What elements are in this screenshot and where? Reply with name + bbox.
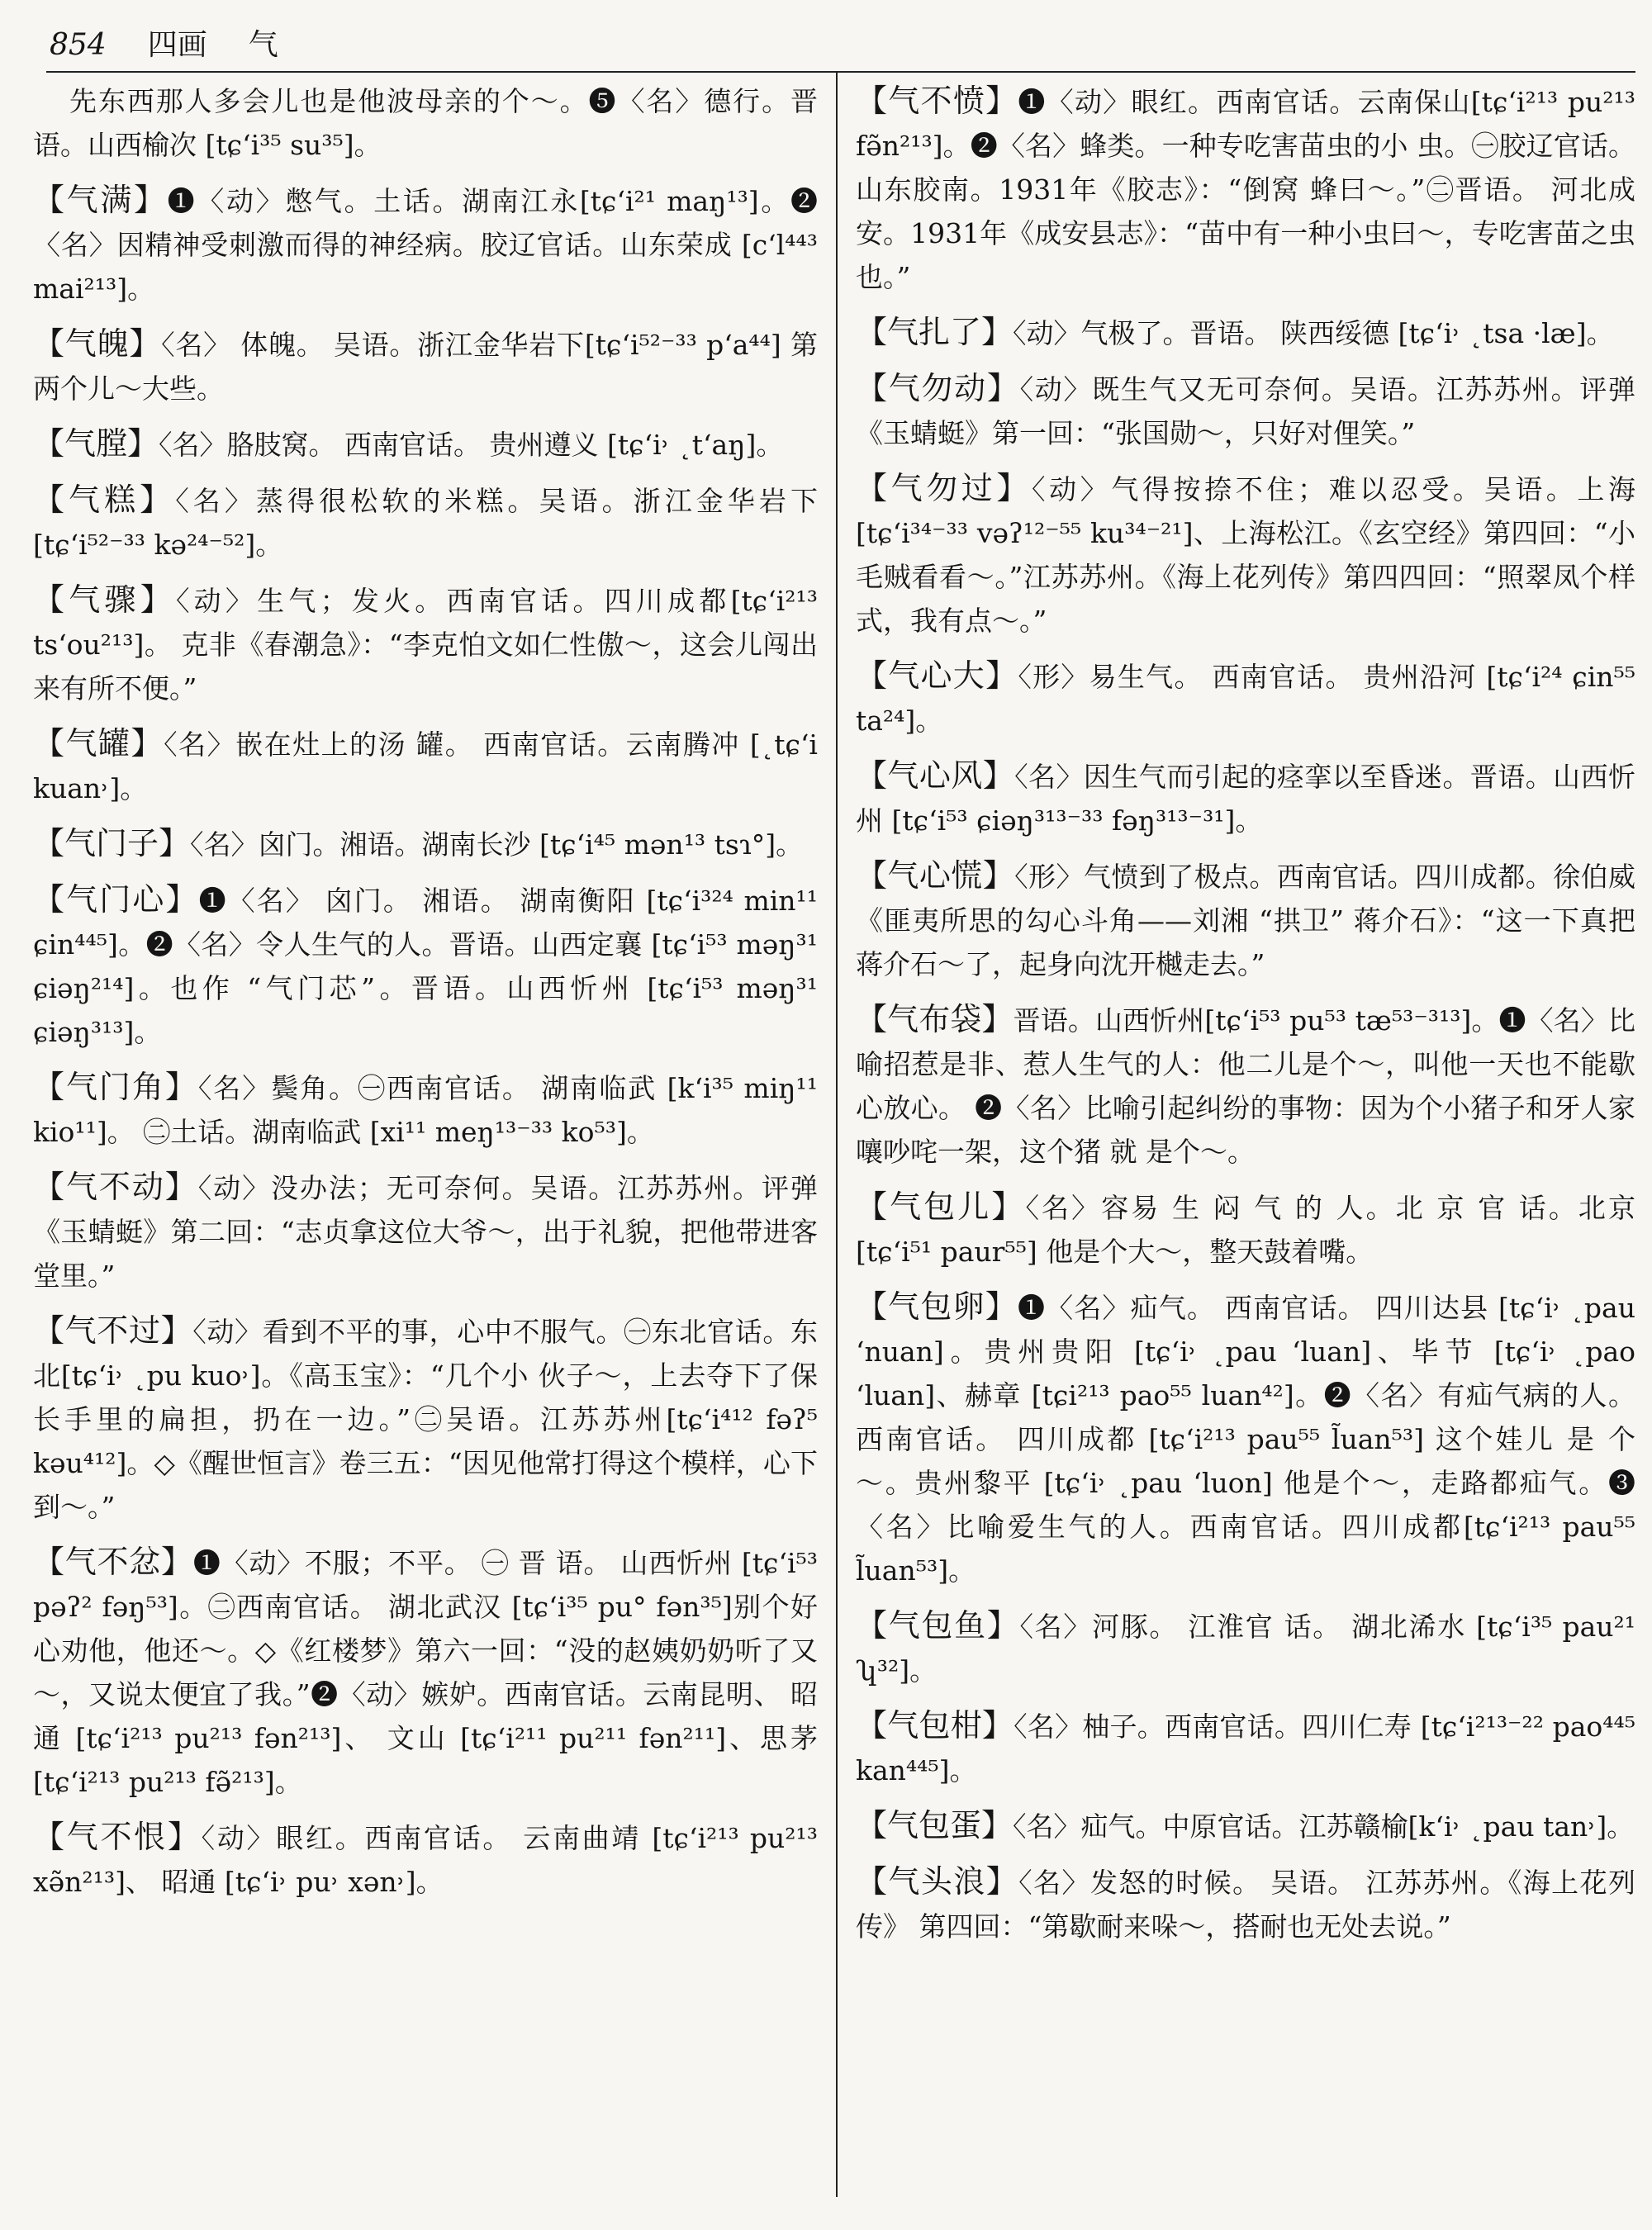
- dictionary-entry: [33, 322, 818, 410]
- dictionary-entry: [33, 578, 818, 710]
- dictionary-entry: [33, 1540, 818, 1804]
- entry-headword: 【气头浪】: [856, 1863, 1019, 1900]
- dictionary-entry: [856, 754, 1635, 842]
- column-divider: [836, 73, 838, 2197]
- dictionary-entry: [856, 1804, 1635, 1848]
- entry-text: 〈动〉没办法；无可奈何。吴语。江苏苏州。评弹《玉蜻蜓》第二回：“志贞拿这位大爷～，出于礼貌，把他带进客堂里。”: [33, 1172, 818, 1292]
- dictionary-entry-continuation: [33, 79, 818, 167]
- dictionary-entry: [856, 467, 1635, 643]
- entry-text: 〈名〉河豚。 江淮官 话。 湖北浠水 [tɕʻi³⁵ pau²¹ ʮ³²]。: [856, 1611, 1635, 1687]
- entry-text: ❶〈名〉疝气。 西南官话。 四川达县 [tɕʻi˒ ˛pau ʻnuan]。贵州贵阳 [tɕʻi˒ ˛pau ʻluan]、毕节 [tɕʻi˒ ˛pao ʻluan]、赫章 [tɕi²¹³ pao⁵⁵ luan⁴²]。❷〈名〉有疝气病的人。西南官话。 四川成都 [tɕʻi²¹³ pau⁵⁵ l̃uan⁵³] 这个娃儿 是 个 ～。贵州黎平 [tɕʻi˒ ˛pau ʻluon] 他是个～，走路都疝气。❸〈名〉比喻爱生气的人。西南官话。四川成都[tɕʻi²¹³ pau⁵⁵ l̃uan⁵³]。: [856, 1292, 1635, 1587]
- entry-headword: 【气罐】: [33, 725, 164, 762]
- dictionary-entry: [856, 854, 1635, 986]
- entry-text: 〈名〉 体魄。 吴语。浙江金华岩下[tɕʻi⁵²⁻³³ pʻa⁴⁴] 第两个儿～大些。: [33, 329, 818, 405]
- dictionary-entry: [33, 422, 818, 467]
- entry-headword: 【气包卵】: [856, 1288, 1018, 1325]
- entry-headword: 【气包柑】: [856, 1707, 1014, 1744]
- entry-text: 〈动〉生气；发火。西南官话。四川成都[tɕʻi²¹³ tsʻou²¹³]。 克非《春潮急》：“李克怕文如仁性傲～，这会儿闯出来有所不便。”: [33, 585, 818, 705]
- entry-text: 〈名〉因生气而引起的痉挛以至昏迷。晋语。山西忻州 [tɕʻi⁵³ ɕiəŋ³¹³⁻³³ fəŋ³¹³⁻³¹]。: [856, 761, 1635, 837]
- page-number: 854: [50, 28, 107, 62]
- dictionary-entry: [856, 1704, 1635, 1792]
- dictionary-entry: [856, 654, 1635, 743]
- dictionary-entry: [33, 878, 818, 1054]
- entry-text: 〈动〉气极了。晋语。 陕西绥德 [tɕʻi˒ ˛tsa ·læ]。: [1013, 317, 1614, 349]
- entry-headword: 【气包鱼】: [856, 1607, 1020, 1644]
- dictionary-entry: [856, 311, 1635, 355]
- dictionary-entry: [33, 478, 818, 567]
- entry-text: 先东西那人多会儿也是他波母亲的个～。❺〈名〉德行。晋语。山西榆次 [tɕʻi³⁵ su³⁵]。: [33, 85, 818, 161]
- entry-headword: 【气膛】: [33, 425, 159, 462]
- entry-text: ❶〈动〉不服；不平。 ㊀ 晋 语。 山西忻州 [tɕʻi⁵³ pəʔ² fəŋ⁵³]。㊁西南官话。 湖北武汉 [tɕʻi³⁵ pu° fən³⁵]别个好心劝他，他还～。◇《红楼梦》第六一回：“没的赵姨奶奶听了又～，又说太便宜了我。”❷〈动〉嫉妒。西南官话。云南昆明、 昭通 [tɕʻi²¹³ pu²¹³ fən²¹³]、 文山 [tɕʻi²¹¹ pu²¹¹ fən²¹¹]、思茅 [tɕʻi²¹³ pu²¹³ fə̃²¹³]。: [33, 1547, 818, 1798]
- entry-headword: 【气包儿】: [856, 1189, 1026, 1225]
- entry-headword: 【气魄】: [33, 325, 162, 362]
- dictionary-entry: [33, 1065, 818, 1154]
- dictionary-entry: [33, 1165, 818, 1298]
- dictionary-entry: [856, 998, 1635, 1174]
- entry-text: 〈动〉看到不平的事，心中不服气。㊀东北官话。东北[tɕʻi˒ ˛pu kuo˒]。《高玉宝》：“几个小 伙子～，上去夺下了保长手里的扁担，扔在一边。”㊁吴语。江苏苏州[tɕʻi⁴¹² fəʔ⁵ kəu⁴¹²]。◇《醒世恒言》卷三五：“因见他常打得这个模样，心下到～。”: [33, 1316, 818, 1523]
- entry-text: 〈动〉眼红。西南官话。 云南曲靖 [tɕʻi²¹³ pu²¹³ xə̃n²¹³]、 昭通 [tɕʻi˒ pu˒ xən˒]。: [33, 1822, 818, 1898]
- entry-headword: 【气扎了】: [856, 314, 1014, 350]
- entry-headword: 【气包蛋】: [856, 1807, 1014, 1843]
- dictionary-entry: [856, 1860, 1635, 1948]
- entry-headword: 【气不愤】: [856, 83, 1018, 119]
- left-column: [33, 79, 818, 1915]
- entry-text: 〈名〉容易 生 闷 气 的 人。北 京 官 话。北京 [tɕʻi⁵¹ paur⁵⁵] 他是个大～，整天鼓着嘴。: [856, 1192, 1635, 1268]
- entry-text: 〈名〉柚子。西南官话。四川仁寿 [tɕʻi²¹³⁻²² pao⁴⁴⁵ kan⁴⁴⁵]。: [856, 1710, 1635, 1786]
- right-column: [856, 79, 1635, 1960]
- entry-text: 〈形〉易生气。 西南官话。 贵州沿河 [tɕʻi²⁴ ɕin⁵⁵ ta²⁴]。: [856, 661, 1635, 737]
- entry-text: 〈形〉气愤到了极点。西南官话。四川成都。徐伯威《匪夷所思的勾心斗角——刘湘 “拱卫” 蒋介石》：“这一下真把蒋介石～了，起身向沈开樾走去。”: [856, 861, 1635, 980]
- entry-text: ❶〈名〉 囟门。 湘语。 湖南衡阳 [tɕʻi³²⁴ min¹¹ ɕin⁴⁴⁵]。❷〈名〉令人生气的人。晋语。山西定襄 [tɕʻi⁵³ məŋ³¹ ɕiəŋ²¹⁴]。也作 “气门芯”。晋语。山西忻州 [tɕʻi⁵³ məŋ³¹ ɕiəŋ³¹³]。: [33, 885, 818, 1048]
- entry-headword: 【气门心】: [33, 881, 199, 918]
- entry-headword: 【气勿过】: [856, 470, 1032, 506]
- section-char: 气: [248, 28, 278, 62]
- dictionary-entry: [856, 1604, 1635, 1692]
- entry-headword: 【气门子】: [33, 825, 191, 861]
- dictionary-entry: [856, 367, 1635, 455]
- entry-headword: 【气糕】: [33, 482, 176, 518]
- entry-headword: 【气骤】: [33, 581, 176, 618]
- dictionary-entry: [33, 1309, 818, 1529]
- header-rule: [46, 71, 1635, 73]
- entry-headword: 【气勿动】: [856, 370, 1020, 406]
- entry-headword: 【气不过】: [33, 1312, 193, 1349]
- entry-headword: 【气布袋】: [856, 1001, 1014, 1037]
- entry-text: 晋语。山西忻州[tɕʻi⁵³ pu⁵³ tæ⁵³⁻³¹³]。❶〈名〉比喻招惹是非、惹人生气的人：他二儿是个～，叫他一天也不能歇心放心。 ❷〈名〉比喻引起纠纷的事物：因为个小猪子和牙人家嚷吵咤一架，这个猪 就 是个～。: [856, 1004, 1635, 1168]
- dictionary-entry: [33, 822, 818, 866]
- entry-headword: 【气心大】: [856, 657, 1018, 694]
- entry-text: 〈动〉气得按捺不住；难以忍受。吴语。上海 [tɕʻi³⁴⁻³³ vəʔ¹²⁻⁵⁵ ku³⁴⁻²¹]、上海松江。《玄空经》第四回：“小毛贼看看～。”江苏苏州。《海上花列传》第四四回：“照翠凤个样式，我有点～。”: [856, 473, 1635, 637]
- entry-text: 〈名〉鬓角。㊀西南官话。 湖南临武 [kʻi³⁵ miŋ¹¹ kio¹¹]。 ㊁土话。湖南临武 [xi¹¹ meŋ¹³⁻³³ ko⁵³]。: [33, 1072, 818, 1148]
- page-header: [50, 21, 1602, 71]
- entry-text: 〈名〉胳肢窝。 西南官话。 贵州遵义 [tɕʻi˒ ˛tʻaŋ]。: [159, 429, 784, 461]
- entry-text: 〈名〉囟门。湘语。湖南长沙 [tɕʻi⁴⁵ mən¹³ tsɿ°]。: [190, 828, 804, 861]
- entry-text: ❶〈动〉憋气。土话。湖南江永[tɕʻi²¹ maŋ¹³]。❷〈名〉因精神受刺激而得的神经病。胶辽官话。山东荣成 [cʻl⁴⁴³ mai²¹³]。: [33, 185, 818, 305]
- entry-text: 〈名〉发怒的时候。 吴语。 江苏苏州。《海上花列传》 第四回：“第歇耐来哚～，搭耐也无处去说。”: [856, 1867, 1635, 1943]
- entry-headword: 【气心慌】: [856, 857, 1015, 894]
- entry-headword: 【气不忿】: [33, 1544, 193, 1580]
- section-label: 四画: [147, 28, 207, 62]
- entry-headword: 【气门角】: [33, 1069, 198, 1105]
- dictionary-entry: [33, 722, 818, 810]
- dictionary-entry: [856, 1285, 1635, 1592]
- dictionary-entry: [856, 79, 1635, 299]
- entry-headword: 【气不恨】: [33, 1819, 202, 1855]
- entry-text: 〈名〉嵌在灶上的汤 罐。 西南官话。云南腾冲 [˛tɕʻi kuan˒]。: [33, 728, 818, 804]
- entry-text: 〈名〉蒸得很松软的米糕。吴语。浙江金华岩下 [tɕʻi⁵²⁻³³ kə²⁴⁻⁵²]。: [33, 485, 818, 561]
- dictionary-entry: [856, 1185, 1635, 1274]
- dictionary-entry: [33, 178, 818, 311]
- entry-text: 〈动〉既生气又无可奈何。吴语。江苏苏州。评弹《玉蜻蜓》第一回：“张国勋～，只好对俚笑。”: [856, 373, 1635, 449]
- dictionary-entry: [33, 1815, 818, 1904]
- entry-headword: 【气满】: [33, 182, 168, 218]
- entry-headword: 【气心风】: [856, 757, 1015, 794]
- entry-headword: 【气不动】: [33, 1169, 198, 1205]
- entry-text: ❶〈动〉眼红。西南官话。云南保山[tɕʻi²¹³ pu²¹³ fə̃n²¹³]。❷〈名〉蜂类。一种专吃害苗虫的小 虫。㊀胶辽官话。 山东胶南。1931年《胶志》：“倒窝 蜂曰～。”㊁晋语。 河北成安。1931年《成安县志》：“苗中有一种小虫曰～，专吃害苗之虫也。”: [856, 86, 1635, 293]
- entry-text: 〈名〉疝气。中原官话。江苏赣榆[kʻi˒ ˛pau tan˒]。: [1013, 1810, 1635, 1843]
